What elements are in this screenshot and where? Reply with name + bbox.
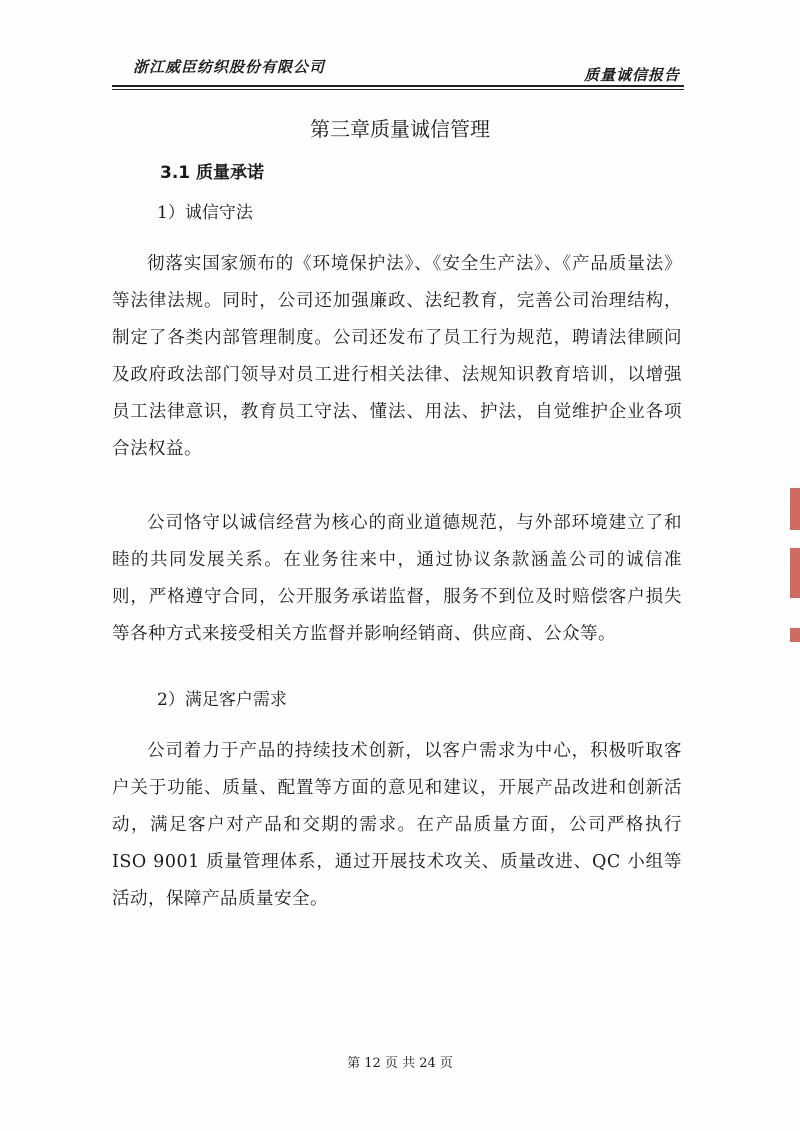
- header-company-name: 浙江威臣纺织股份有限公司: [133, 58, 326, 76]
- header-report-title: 质量诚信报告: [583, 66, 680, 84]
- header-rule-thin: [112, 89, 684, 90]
- section-title: 3.1 质量承诺: [160, 163, 265, 183]
- seal-edge-mark: [790, 488, 800, 530]
- header-rule: [112, 85, 684, 87]
- subsection-heading-integrity: 1）诚信守法: [157, 203, 253, 223]
- chapter-title: 第三章质量诚信管理: [310, 117, 490, 141]
- page-number: 第 12 页 共 24 页: [347, 1056, 453, 1071]
- subsection-heading-customer: 2）满足客户需求: [157, 690, 287, 710]
- paragraph-customer-needs: 公司着力于产品的持续技术创新，以客户需求为中心，积极听取客户关于功能、质量、配置等方面的意见和建议，开展产品改进和创新活动，满足客户对产品和交期的需求。在产品质量方面，公司严格执行 ISO 9001 质量管理体系，通过开展技术攻关、质量改进、QC 小组等活动，保障产品质量安全。: [112, 741, 682, 909]
- paragraph-law-compliance: 彻落实国家颁布的《环境保护法》、《安全生产法》、《产品质量法》等法律法规。同时，公司还加强廉政、法纪教育，完善公司治理结构，制定了各类内部管理制度。公司还发布了员工行为规范，聘请法律顾问及政府政法部门领导对员工进行相关法律、法规知识教育培训，以增强员工法律意识，教育员工守法、懂法、用法、护法，自觉维护企业各项合法权益。: [112, 254, 682, 459]
- seal-edge-mark: [790, 548, 800, 598]
- seal-edge-mark: [790, 628, 800, 642]
- paragraph-business-ethics: 公司恪守以诚信经营为核心的商业道德规范，与外部环境建立了和睦的共同发展关系。在业务往来中，通过协议条款涵盖公司的诚信准则，严格遵守合同，公开服务承诺监督，服务不到位及时赔偿客户损失等各种方式来接受相关方监督并影响经销商、供应商、公众等。: [112, 513, 682, 644]
